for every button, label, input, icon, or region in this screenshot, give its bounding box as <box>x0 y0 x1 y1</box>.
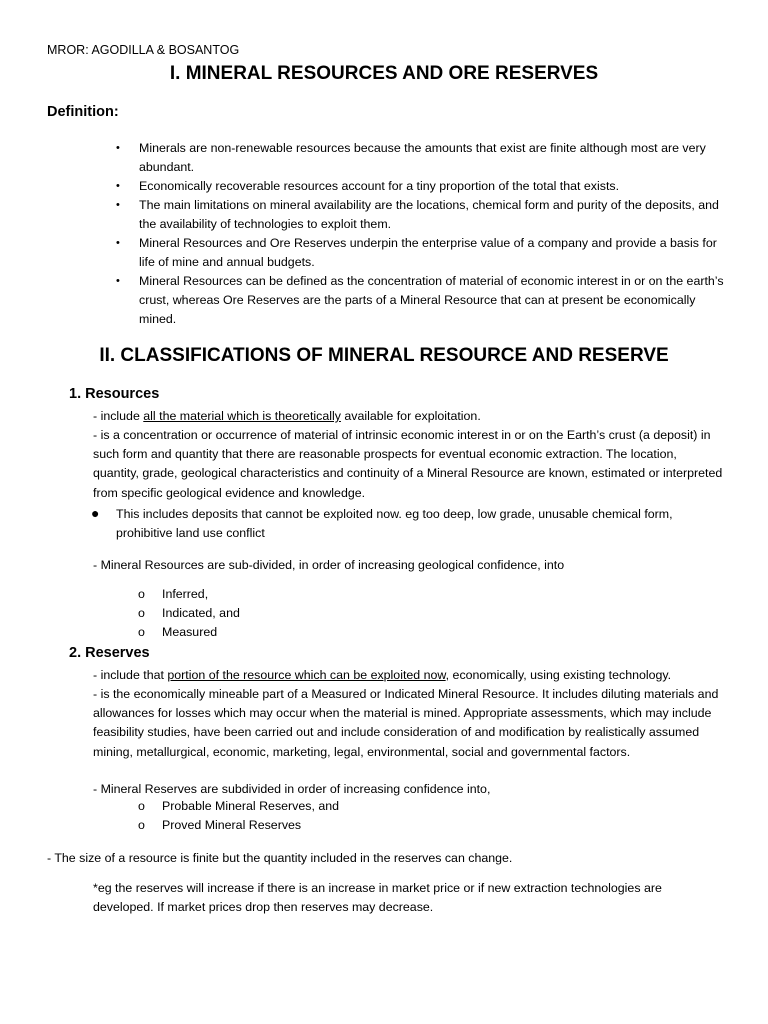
resources-include-line <box>93 407 733 426</box>
section2-title: II. CLASSIFICATIONS OF MINERAL RESOURCE AND RESERVE <box>99 345 669 366</box>
resources-subdivided-line: - Mineral Resources are sub-divided, in order of increasing geological confidence, into <box>93 558 565 572</box>
definition-label: Definition: <box>47 104 119 120</box>
example-note: *eg the reserves will increase if there is an increase in market price or if new extraction technologies are developed. If market prices drop then reserves may decrease. <box>93 881 662 915</box>
resources-include-prefix: - include <box>93 409 144 423</box>
list-item <box>112 139 724 177</box>
category-label: Proved Mineral Reserves <box>162 818 302 832</box>
list-item <box>138 799 339 813</box>
bullet-icon: • <box>116 237 120 249</box>
bullet-text: Mineral Resources and Ore Reserves underpin the enterprise value of a company and provide a basis for life of mine and annual budgets. <box>139 236 717 269</box>
category-label: Probable Mineral Reserves, and <box>162 799 340 813</box>
bullet-text: The main limitations on mineral availability are the locations, chemical form and purity of the deposits, and the availability of technologies to exploit them. <box>139 198 719 231</box>
definition-bullet-list <box>112 139 724 329</box>
list-item <box>112 177 724 196</box>
bullet-icon: • <box>116 199 120 211</box>
category-label: Indicated, and <box>162 606 240 620</box>
category-label: Inferred, <box>162 587 209 601</box>
circle-bullet-icon: o <box>138 606 145 620</box>
category-label: Measured <box>162 625 218 639</box>
resources-include-underlined: all the material which is theoretically <box>143 409 341 423</box>
reserves-include-prefix: - include that <box>93 668 168 682</box>
resources-include-suffix: available for exploitation. <box>340 409 481 423</box>
authors-header: MROR: AGODILLA & BOSANTOG <box>47 43 240 57</box>
circle-bullet-icon: o <box>138 818 145 832</box>
circle-bullet-icon: o <box>138 625 145 639</box>
list-item <box>112 196 724 234</box>
section1-title: I. MINERAL RESOURCES AND ORE RESERVES <box>169 63 599 84</box>
solid-bullet-icon: ● <box>91 505 100 521</box>
list-item <box>112 272 724 329</box>
list-item <box>138 587 208 601</box>
circle-bullet-icon: o <box>138 799 145 813</box>
list-item <box>138 818 301 832</box>
resources-exclusion-note: This includes deposits that cannot be exploited now. eg too deep, low grade, unusable chemical form, prohibitive land use conflict <box>116 507 673 541</box>
size-note: - The size of a resource is finite but the quantity included in the reserves can change. <box>47 851 513 865</box>
bullet-text: Minerals are non-renewable resources because the amounts that exist are finite although most are very abundant. <box>139 141 706 174</box>
list-item <box>138 625 217 639</box>
bullet-icon: • <box>116 142 120 154</box>
list-item <box>112 234 724 272</box>
resources-definition-paragraph: - is a concentration or occurrence of material of intrinsic economic interest in or on the Earth’s crust (a deposit) in such form and quantity that there are reasonable prospects for eventual economic extraction. The location, quantity, grade, geological characteristics and continuity of a Mineral Resource are known, estimated or interpreted from specific geological evidence and knowledge. <box>93 428 723 500</box>
reserves-include-suffix: , economically, using existing technology. <box>445 668 672 682</box>
reserves-include-underlined: portion of the resource which can be exploited now <box>167 668 446 682</box>
reserves-heading: 2. Reserves <box>69 645 150 661</box>
reserves-include-line <box>93 666 733 685</box>
reserves-definition-paragraph: - is the economically mineable part of a Measured or Indicated Mineral Resource. It includes diluting materials and allowances for losses which may occur when the material is mined. Appropriate assessments, which may include feasibility studies, have been carried out and include consideration of and modification by realistically assumed mining, metallurgical, economic, marketing, legal, environmental, social and governmental factors. <box>93 687 719 759</box>
bullet-text: Mineral Resources can be defined as the concentration of material of economic interest in or on the earth’s crust, whereas Ore Reserves are the parts of a Mineral Resource that can at present be economically mined. <box>139 274 724 326</box>
circle-bullet-icon: o <box>138 587 145 601</box>
reserves-subdivided-line: - Mineral Reserves are subdivided in order of increasing confidence into, <box>93 782 491 796</box>
bullet-icon: • <box>116 180 120 192</box>
bullet-text: Economically recoverable resources account for a tiny proportion of the total that exists. <box>139 179 620 193</box>
list-item <box>138 606 240 620</box>
bullet-icon: • <box>116 275 120 287</box>
resources-heading: 1. Resources <box>69 386 160 402</box>
